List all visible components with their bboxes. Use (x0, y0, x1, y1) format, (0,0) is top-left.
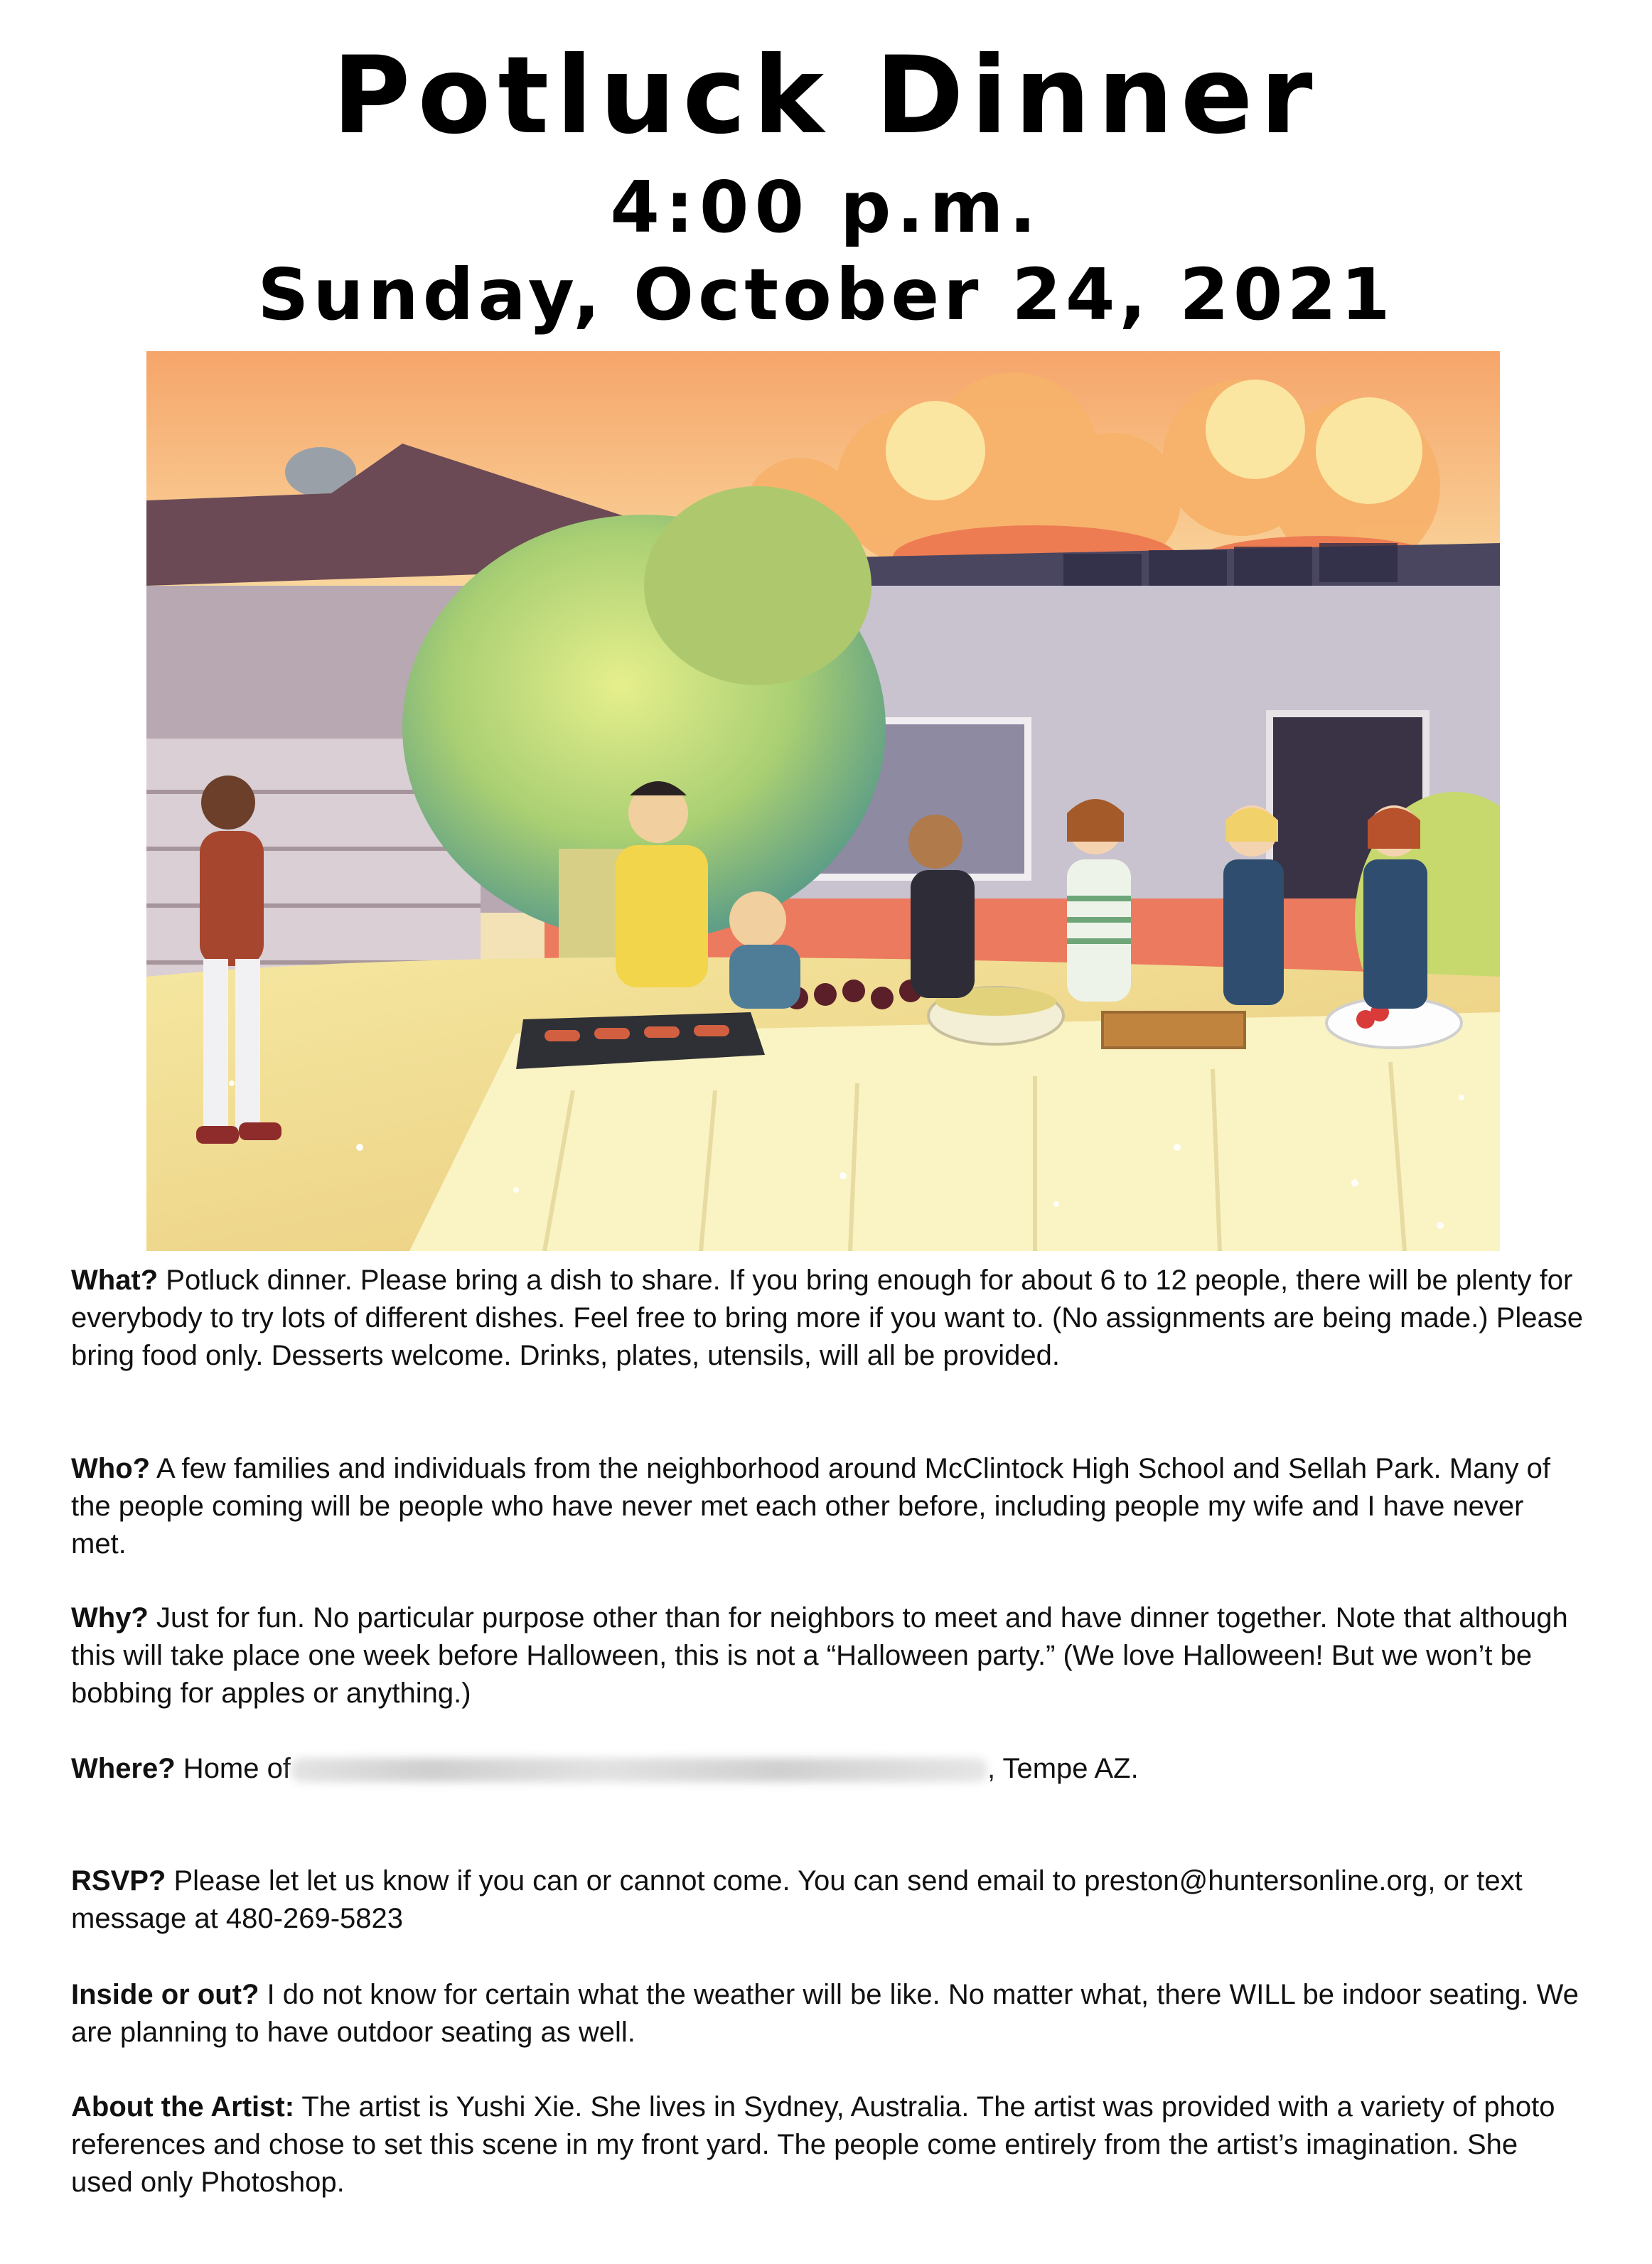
section-where-suffix: , Tempe AZ. (987, 1753, 1139, 1784)
section-artist-label: About the Artist: (71, 2091, 295, 2123)
section-what-label: What? (71, 1265, 159, 1296)
potluck-party-illustration-icon (146, 351, 1500, 1251)
page-title: Potluck Dinner (332, 34, 1320, 158)
section-what-text: Potluck dinner. Please bring a dish to share. If you bring enough for about 6 to 12 people, there will be plenty for everybody to try lots of different dishes. Feel free to bring more if you want to. (No assignments are being made.) Please bring food only. Desserts welcome. Drinks, plates, utensils, will all be provided. (71, 1265, 1583, 1371)
section-who (71, 1450, 1585, 1563)
section-rsvp (71, 1862, 1585, 1938)
section-rsvp-text: Please let let us know if you can or cannot come. You can send email to preston@huntersonline.org, or text message at 480-269-5823 (71, 1865, 1523, 1934)
redacted-address (291, 1758, 987, 1782)
section-inside-label: Inside or out? (71, 1979, 259, 2010)
section-what (71, 1262, 1585, 1375)
potluck-illustration (146, 351, 1500, 1251)
section-inside-or-out (71, 1976, 1585, 2051)
section-inside-text: I do not know for certain what the weather will be like. No matter what, there WILL be indoor seating. We are planning to have outdoor seating as well. (71, 1979, 1579, 2048)
section-rsvp-label: RSVP? (71, 1865, 166, 1896)
section-where (71, 1750, 1585, 1788)
event-time: 4:00 p.m. (610, 166, 1042, 249)
section-why-label: Why? (71, 1602, 149, 1633)
section-where-label: Where? (71, 1753, 176, 1784)
section-why-text: Just for fun. No particular purpose other than for neighbors to meet and have dinner together. Note that although this will take place one week before Halloween, this is not a “Halloween party.” (We love Halloween! But we won’t be bobbing for apples or anything.) (71, 1602, 1568, 1709)
section-why (71, 1599, 1585, 1712)
section-who-text: A few families and individuals from the neighborhood around McClintock High School and Sellah Park. Many of the people coming will be people who have never met each other before, including people my wife and I have never met. (71, 1453, 1551, 1560)
section-where-prefix: Home of (175, 1753, 291, 1784)
section-artist-text: The artist is Yushi Xie. She lives in Sydney, Australia. The artist was provided with a variety of photo references and chose to set this scene in my front yard. The people come entirely from the artist’s imagination. She used only Photoshop. (71, 2091, 1555, 2198)
section-who-label: Who? (71, 1453, 151, 1484)
event-date: Sunday, October 24, 2021 (257, 253, 1395, 336)
section-about-artist (71, 2088, 1585, 2201)
